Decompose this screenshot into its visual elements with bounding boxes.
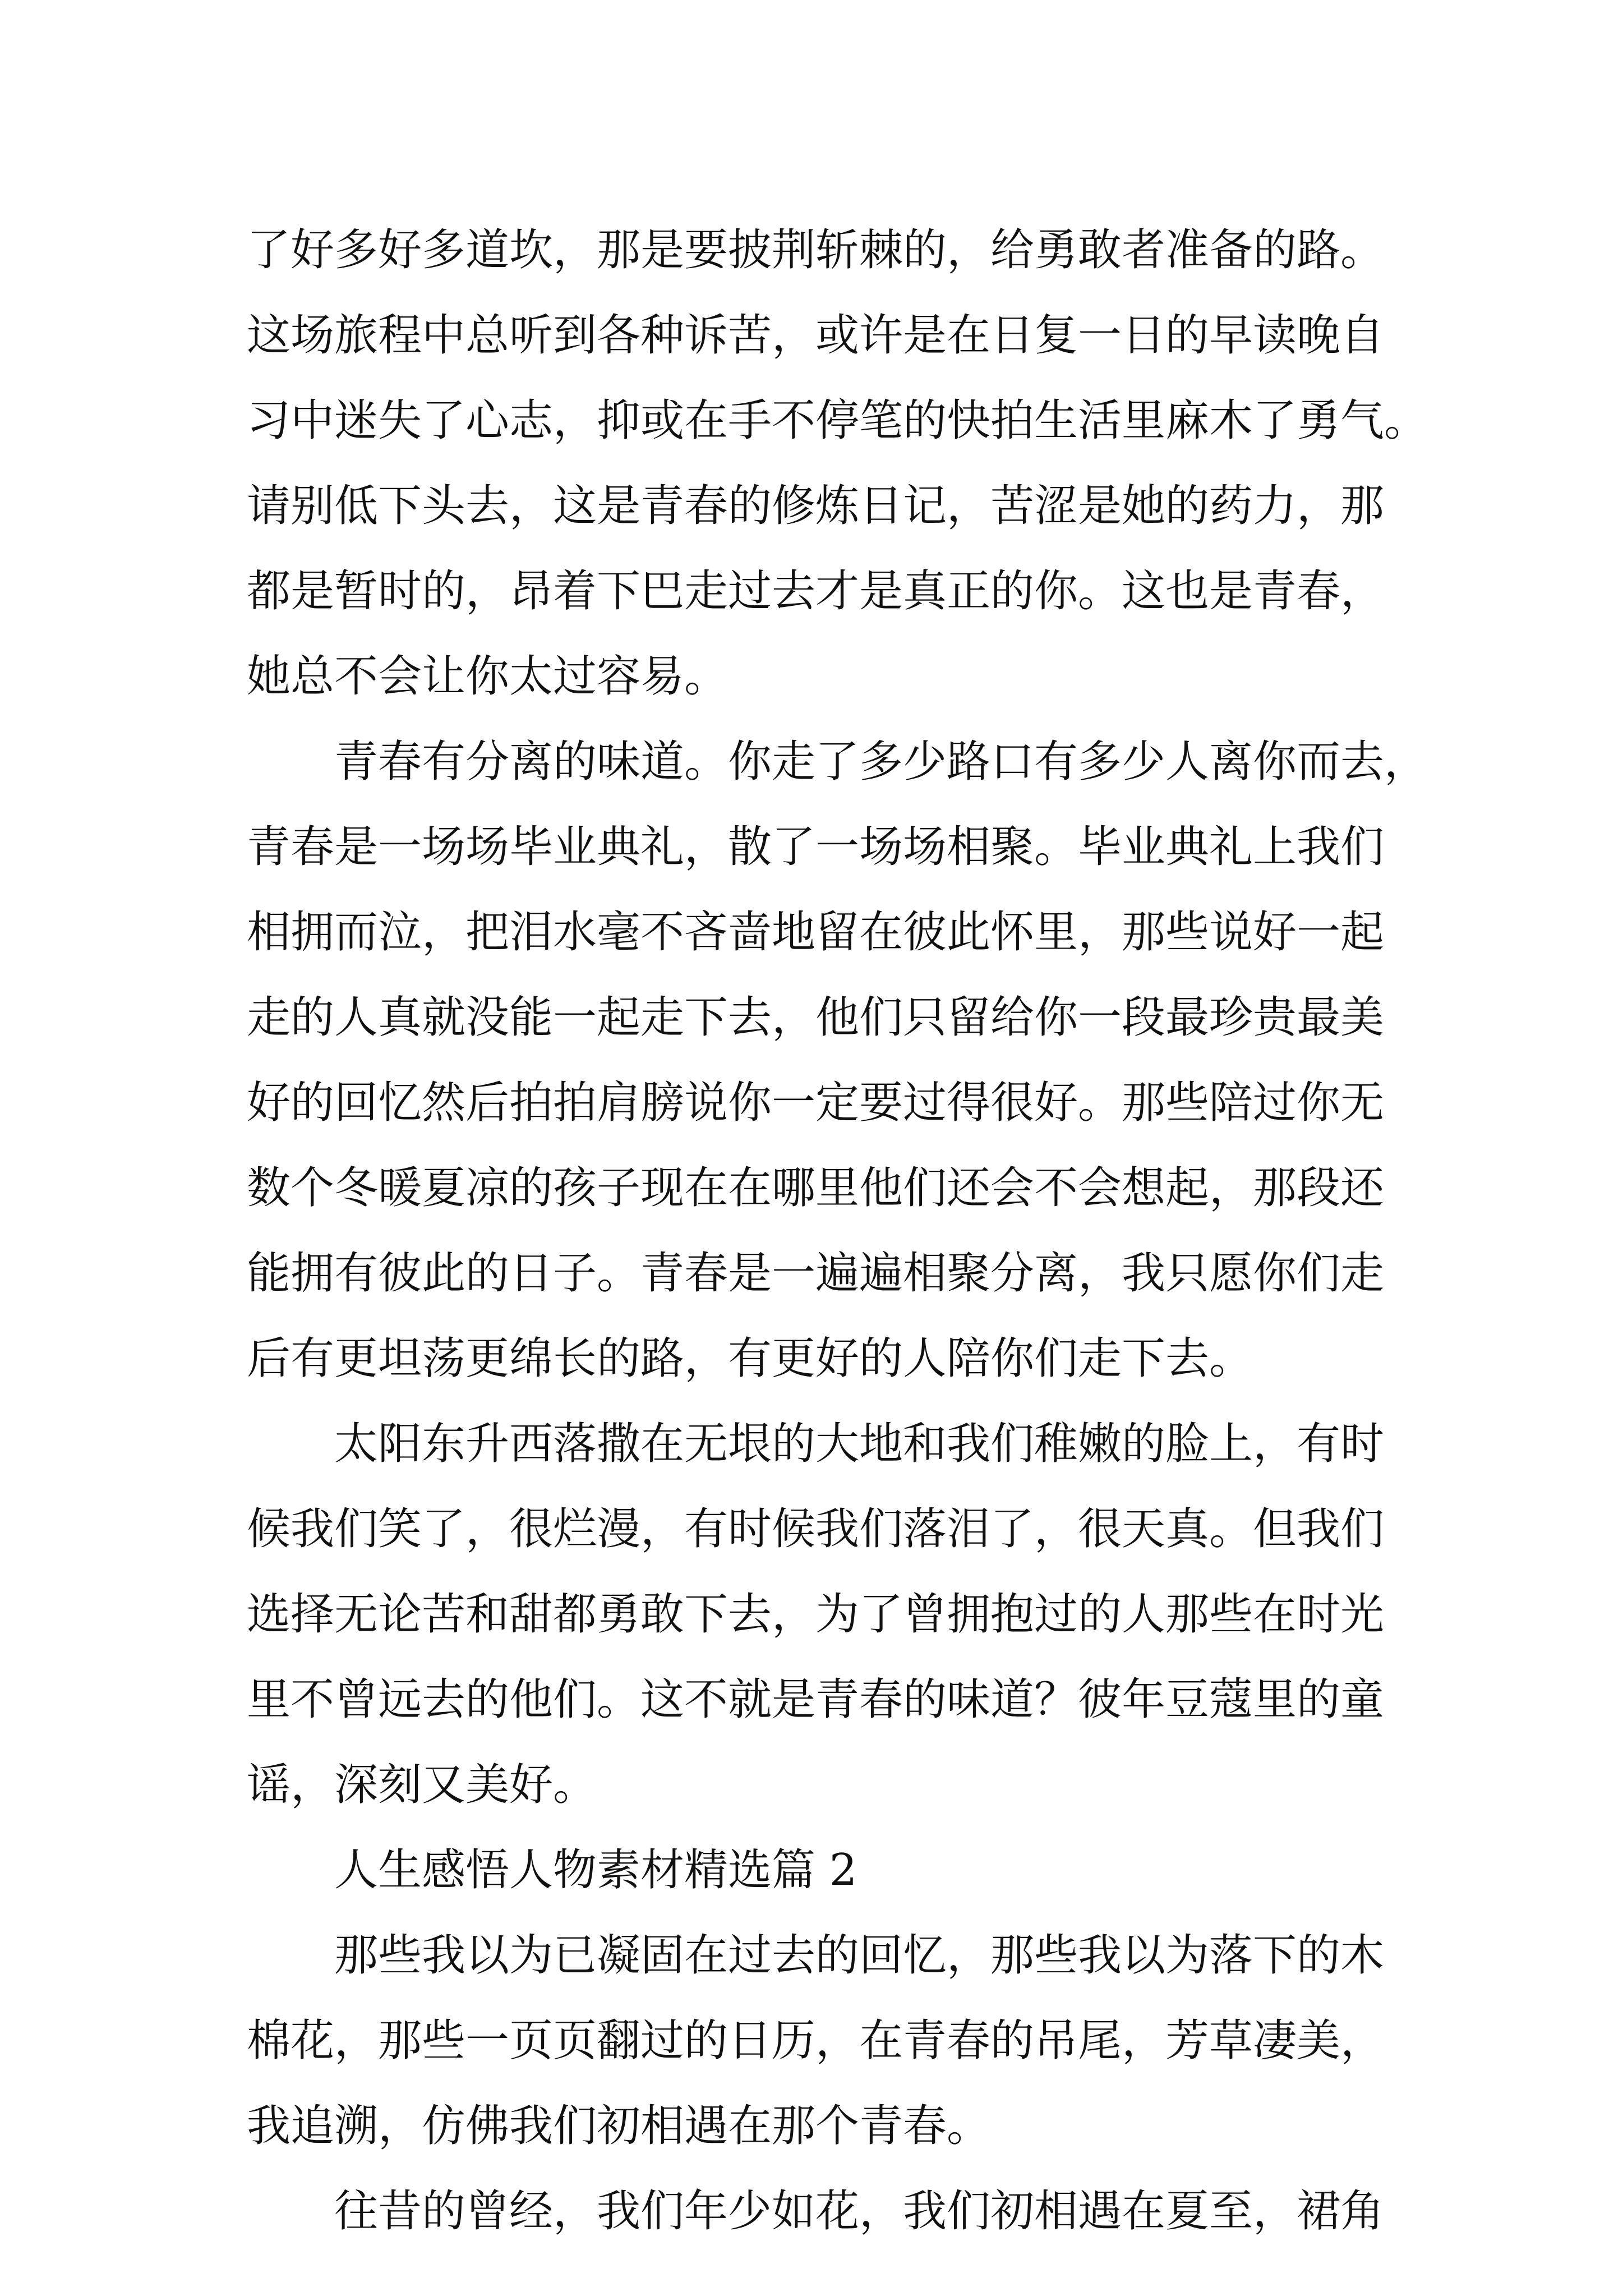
text-line: 了好多好多道坎，那是要披荆斩棘的，给勇敢者准备的路。: [247, 225, 1385, 275]
text-line: 她总不会让你太过容易。: [247, 651, 728, 702]
text-line: 请别低下头去，这是青春的修炼日记，苦涩是她的药力，那: [247, 481, 1385, 531]
text-line: 走的人真就没能一起走下去，他们只留给你一段最珍贵最美: [247, 992, 1385, 1043]
paragraph-start-line: 那些我以为已凝固在过去的回忆，那些我以为落下的木: [334, 1930, 1385, 1981]
text-line: 棉花，那些一页页翻过的日历，在青春的吊尾，芳草凄美，: [247, 2016, 1385, 2066]
document-body: [247, 208, 1441, 2254]
text-line: 我追溯，仿佛我们初相遇在那个青春。: [247, 2101, 991, 2151]
text-line: 谣，深刻又美好。: [247, 1760, 597, 1810]
paragraph-start-line: 往昔的曾经，我们年少如花，我们初相遇在夏至，裙角: [334, 2186, 1385, 2237]
text-line: 选择无论苦和甜都勇敢下去，为了曾拥抱过的人那些在时光: [247, 1589, 1385, 1640]
text-line: 习中迷失了心志，抑或在手不停笔的快拍生活里麻木了勇气。: [247, 395, 1428, 446]
text-line: 这场旅程中总听到各种诉苦，或许是在日复一日的早读晚自: [247, 310, 1385, 361]
text-line: 里不曾远去的他们。这不就是青春的味道？彼年豆蔻里的童: [247, 1674, 1385, 1725]
text-line: 数个冬暖夏凉的孩子现在在哪里他们还会不会想起，那段还: [247, 1163, 1385, 1213]
paragraph-start-line: 太阳东升西落撒在无垠的大地和我们稚嫩的脸上，有时: [334, 1419, 1385, 1469]
text-line: 候我们笑了，很烂漫，有时候我们落泪了，很天真。但我们: [247, 1504, 1385, 1554]
text-line: 都是暂时的，昂着下巴走过去才是真正的你。这也是青春，: [247, 566, 1385, 616]
text-line: 后有更坦荡更绵长的路，有更好的人陪你们走下去。: [247, 1333, 1253, 1384]
section-heading: 人生感悟人物素材精选篇 2: [334, 1845, 857, 1895]
text-line: 青春是一场场毕业典礼，散了一场场相聚。毕业典礼上我们: [247, 822, 1385, 872]
text-line: 好的回忆然后拍拍肩膀说你一定要过得很好。那些陪过你无: [247, 1078, 1385, 1128]
text-line: 能拥有彼此的日子。青春是一遍遍相聚分离，我只愿你们走: [247, 1248, 1385, 1299]
paragraph-start-line: 青春有分离的味道。你走了多少路口有多少人离你而去，: [334, 737, 1428, 787]
text-line: 相拥而泣，把泪水毫不吝啬地留在彼此怀里，那些说好一起: [247, 907, 1385, 958]
